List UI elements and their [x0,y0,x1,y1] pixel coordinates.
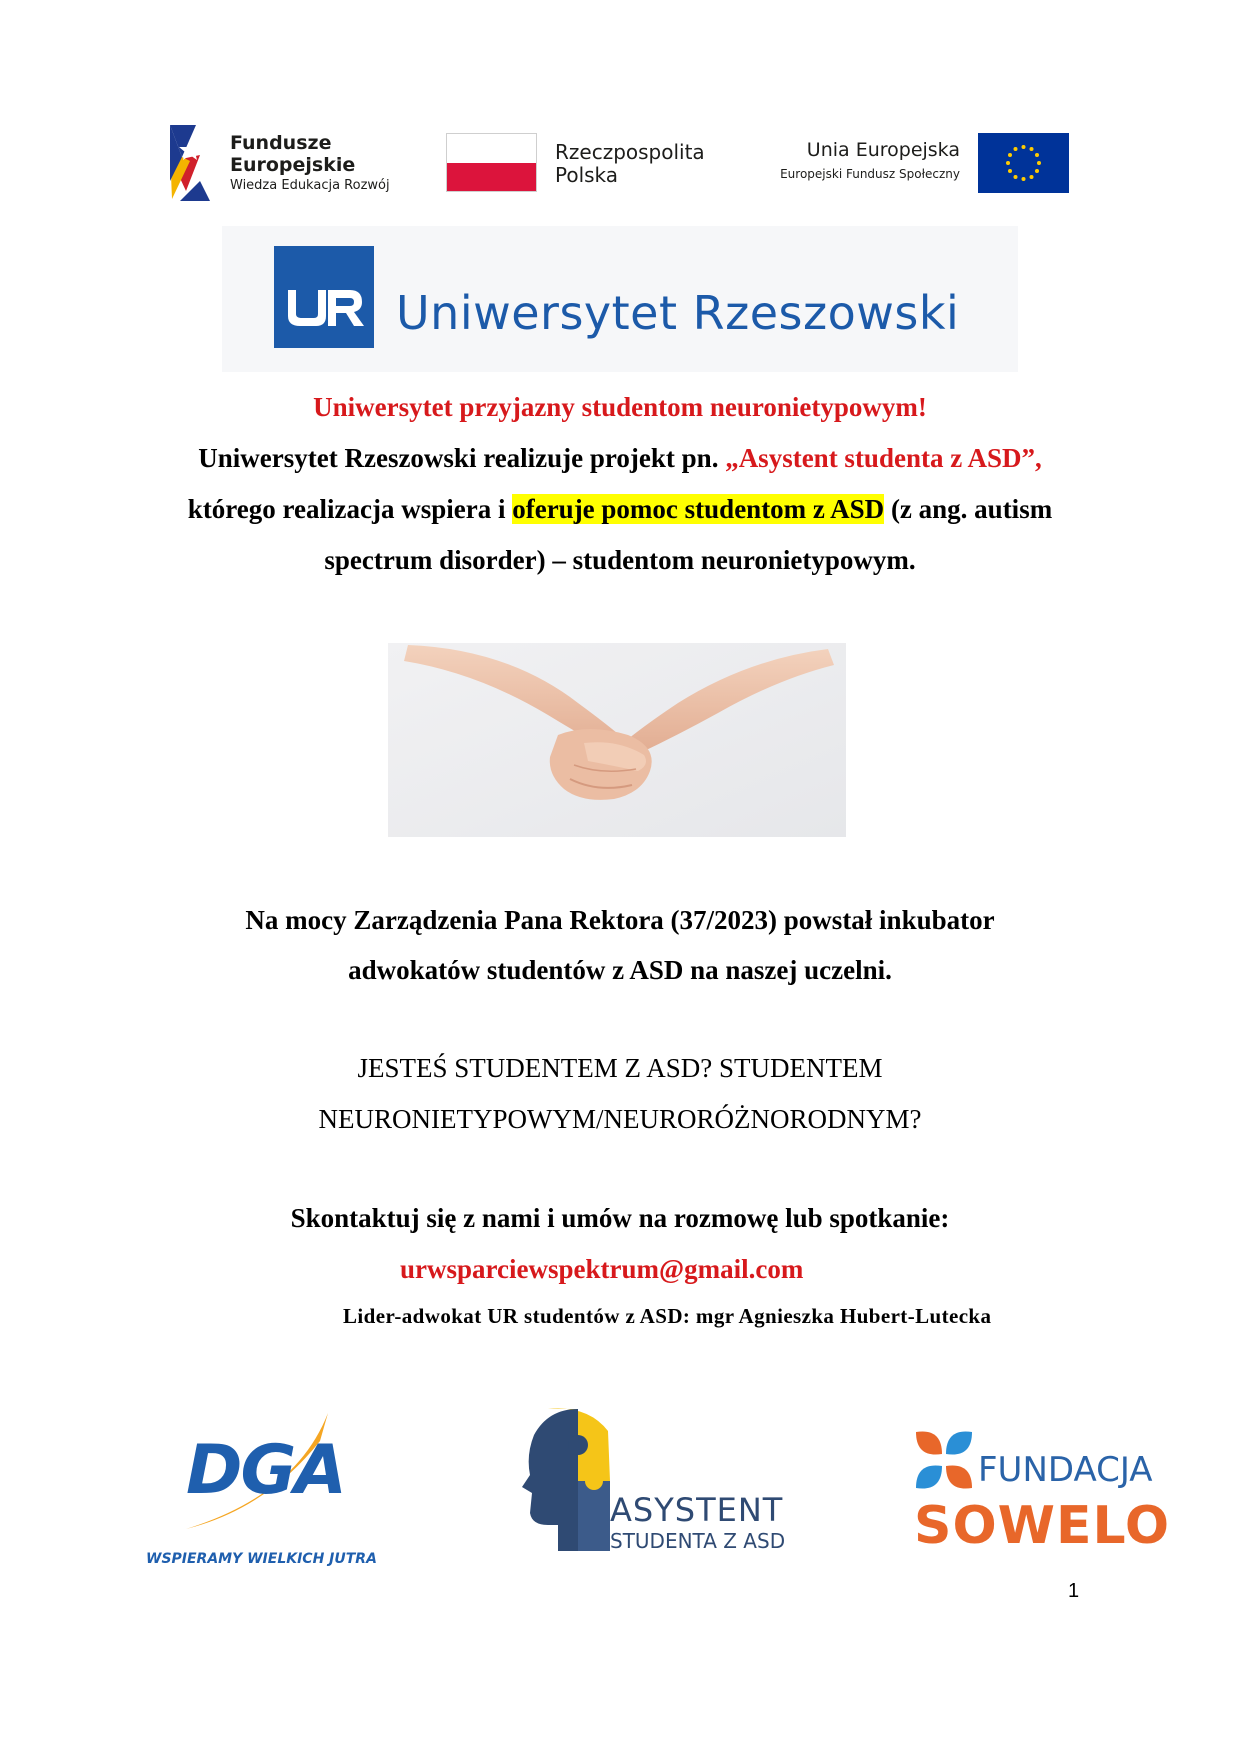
decree-line-1: Na mocy Zarządzenia Pana Rektora (37/2023) powstał inkubator [245,905,995,935]
contact-email-link[interactable]: urwsparciewspektrum@gmail.com [400,1254,804,1284]
rzeczpospolita-text [555,141,705,187]
question-line-2: NEURONIETYPOWYM/NEURORÓŻNORODNYM? [318,1104,922,1134]
intro-line2-pre: którego realizacja wspiera i [187,494,513,524]
asystent-line2: STUDENTA Z ASD [610,1529,786,1553]
ur-monogram-icon [274,246,374,348]
project-name: „Asystent studenta z ASD”, [725,443,1042,473]
rzeczpospolita-line2: Polska [555,163,619,187]
intro-line2-post: (z ang. autism [884,494,1053,524]
eu-flag-icon [978,133,1069,193]
sowelo-line1: FUNDACJA [978,1450,1153,1490]
question-line-1: JESTEŚ STUDENTEM Z ASD? STUDENTEM [357,1053,883,1083]
intro-line-1 [0,443,1240,474]
puzzle-head-icon [518,1405,618,1555]
intro-text: Uniwersytet Rzeszowski realizuje projekt pn. [198,443,726,473]
fundusze-tagline: Wiedza Edukacja Rozwój [230,178,390,193]
fundusze-title [230,132,355,176]
fundusze-line2: Europejskie [230,154,356,176]
page-number: 1 [1068,1580,1080,1602]
asystent-logo [518,1405,788,1555]
holding-hands-photo [388,643,846,837]
intro-line-3: spectrum disorder) – studentom neuronietypowym. [324,545,916,575]
asystent-line1: ASYSTENT [610,1491,784,1529]
dga-logo [146,1405,377,1575]
headline: Uniwersytet przyjazny studentom neuronietypowym! [313,392,927,422]
university-name: Uniwersytet Rzeszowski [396,286,960,340]
polish-flag [446,133,537,192]
sowelo-flower-icon [912,1428,976,1492]
sowelo-logo [912,1428,1171,1568]
dga-name: DGA [186,1431,345,1510]
intro-line-2 [0,494,1240,525]
unia-subtitle: Europejski Fundusz Społeczny [780,167,960,181]
fundusze-line1: Fundusze [230,132,332,154]
dga-tagline: WSPIERAMY WIELKICH JUTRA [146,1551,377,1567]
contact-prompt: Skontaktuj się z nami i umów na rozmowę lub spotkanie: [290,1203,950,1233]
decree-line-2: adwokatów studentów z ASD na naszej uczelni. [348,955,892,985]
ur-logo-icon [274,246,374,348]
fundusze-star-icon [170,121,212,203]
rzeczpospolita-line1: Rzeczpospolita [555,140,705,164]
unia-title: Unia Europejska [806,139,960,161]
highlighted-offer: oferuje pomoc studentom z ASD [512,494,885,524]
leader-line: Lider-adwokat UR studentów z ASD: mgr Agnieszka Hubert-Lutecka [343,1304,992,1328]
sowelo-line2: SOWELO [914,1496,1171,1556]
